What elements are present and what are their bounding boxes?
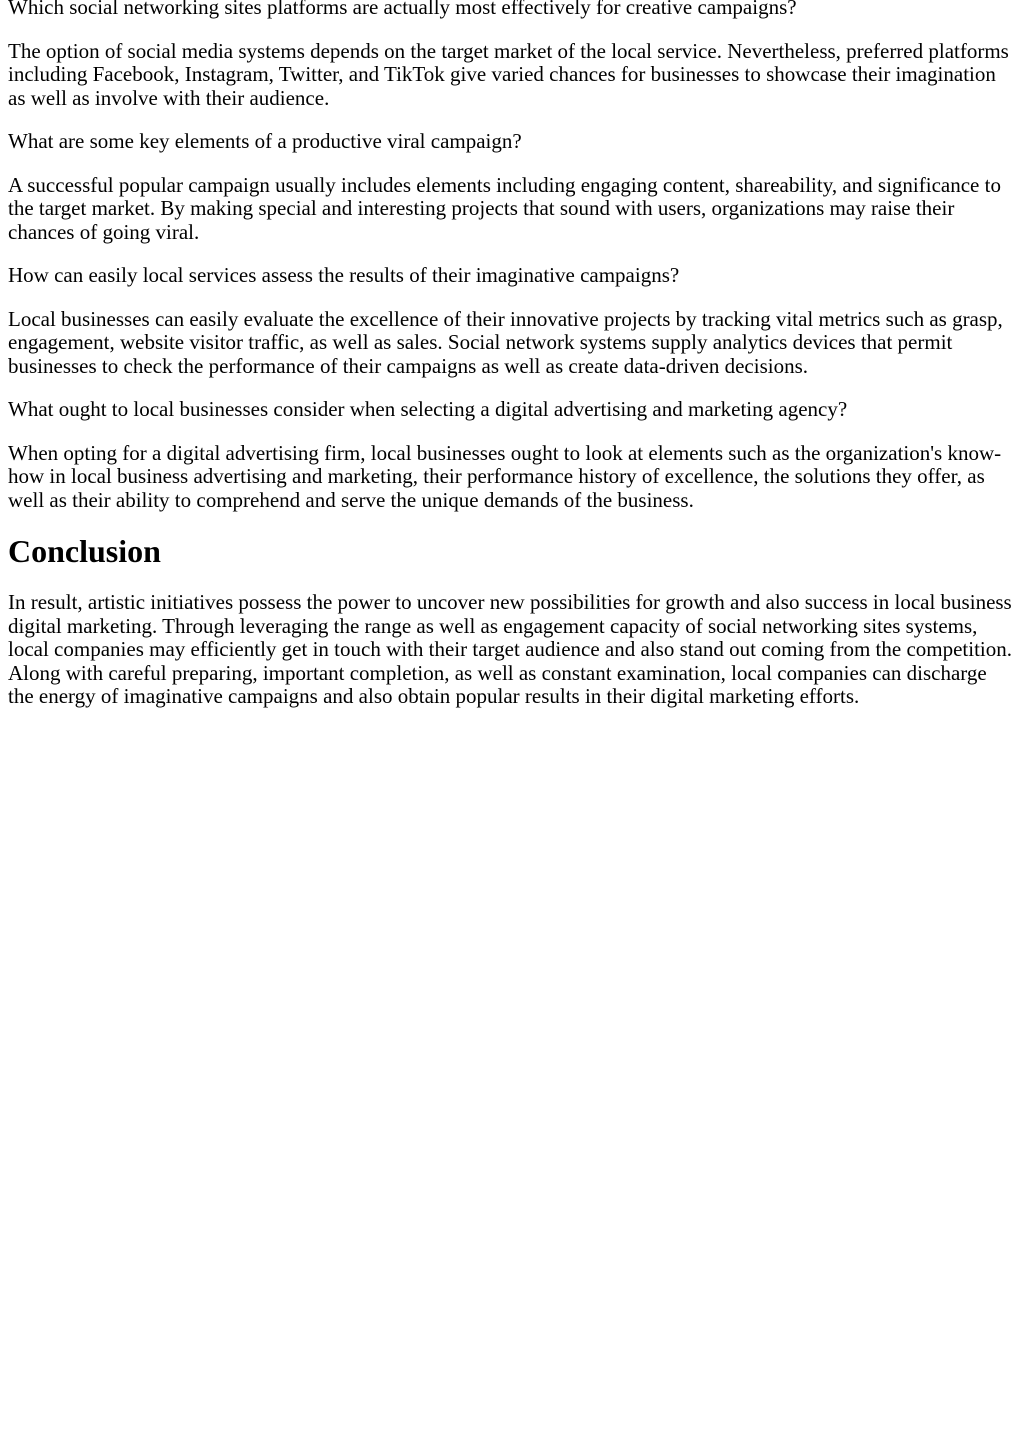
conclusion-heading: Conclusion	[8, 533, 161, 570]
faq-question: Which social networking sites platforms are actually most effectively for creative campaigns?	[8, 0, 797, 19]
faq-question: What ought to local businesses consider when selecting a digital advertising and marketing agency?	[8, 397, 848, 422]
faq-answer-paragraph: The option of social media systems depends on the target market of the local service. Nevertheless, preferred platforms including Facebook, Instagram, Twitter, and TikTok give varied chances for businesses to showcase their imagination as well as involve with their audience.	[8, 38, 1009, 110]
conclusion-paragraph: In result, artistic initiatives possess the power to uncover new possibilities for growth and also success in local business digital marketing. Through leveraging the range as well as engagement capacity of social networking sites systems, local companies may efficiently get in touch with their target audience and also stand out coming from the competition. Along with careful preparing, important completion, as well as constant examination, local companies can discharge the energy of imaginative campaigns and also obtain popular results in their digital marketing efforts.	[8, 590, 1013, 709]
faq-question: What are some key elements of a productive viral campaign?	[8, 129, 522, 154]
faq-answer-paragraph: Local businesses can easily evaluate the excellence of their innovative projects by tracking vital metrics such as grasp, engagement, website visitor traffic, as well as sales. Social network systems supply analytics devices that permit businesses to check the performance of their campaigns as well as create data-driven decisions.	[8, 306, 1003, 378]
article-body	[8, 0, 1016, 709]
faq-question: How can easily local services assess the results of their imaginative campaigns?	[8, 263, 680, 288]
faq-answer-paragraph: A successful popular campaign usually includes elements including engaging content, shareability, and significance to the target market. By making special and interesting projects that sound with users, organizations may raise their chances of going viral.	[8, 172, 1001, 244]
faq-answer-paragraph: When opting for a digital advertising firm, local businesses ought to look at elements such as the organization's know-how in local business advertising and marketing, their performance history of excellence, the solutions they offer, as well as their ability to comprehend and serve the unique demands of the business.	[8, 440, 1002, 512]
